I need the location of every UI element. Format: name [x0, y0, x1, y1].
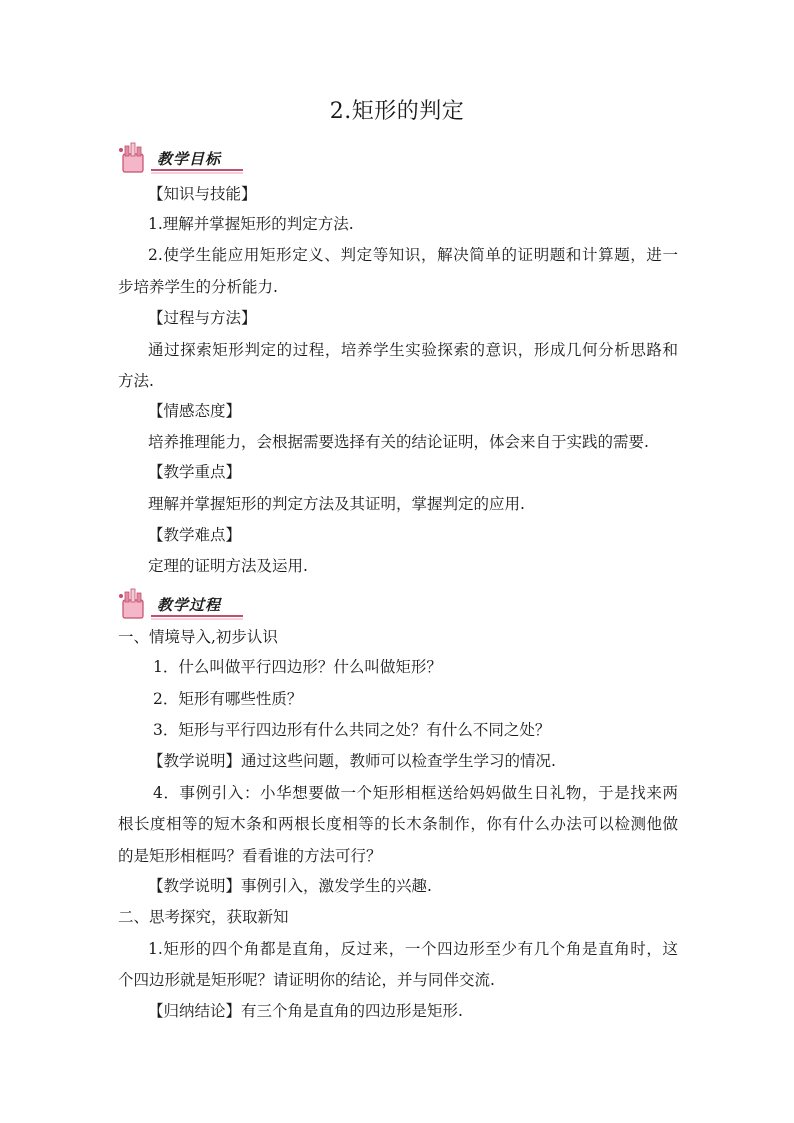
subheading-key-points: 【教学重点】 [148, 463, 242, 481]
list-item: 1．什么叫做平行四边形？什么叫做矩形？ [153, 658, 442, 676]
subheading-difficulties: 【教学难点】 [148, 526, 242, 544]
paragraph-line: 通过探索矩形判定的过程，培养学生实验探索的意识，形成几何分析思路和 [148, 341, 678, 359]
conclusion-note: 【归纳结论】有三个角是直角的四边形是矩形. [148, 1002, 463, 1020]
section-banner-objectives [117, 140, 247, 176]
subheading-attitude: 【情感态度】 [148, 402, 242, 420]
paragraph-line: 步培养学生的分析能力. [118, 278, 278, 296]
section-heading-process: 教学过程 [157, 596, 222, 614]
section-banner-process [117, 586, 247, 622]
list-item: 3．矩形与平行四边形有什么共同之处？有什么不同之处？ [153, 721, 551, 739]
subheading-process: 【过程与方法】 [148, 309, 257, 327]
page-title: 2.矩形的判定 [329, 99, 465, 124]
list-item: 4．事例引入：小华想要做一个矩形相框送给妈妈做生日礼物，于是找来两 [153, 784, 678, 802]
paragraph-line: 1.矩形的四个角都是直角，反过来，一个四边形至少有几个角是直角时，这 [148, 940, 678, 958]
paragraph-line: 方法. [118, 372, 154, 390]
paragraph-line: 培养推理能力，会根据需要选择有关的结论证明，体会来自于实践的需要. [148, 433, 649, 451]
subheading-introduction: 一、情境导入,初步认识 [118, 628, 278, 646]
paragraph-line: 定理的证明方法及运用. [148, 557, 308, 575]
list-item: 2．矩形有哪些性质？ [153, 690, 303, 708]
subheading-knowledge: 【知识与技能】 [148, 185, 257, 203]
paragraph-line: 1.理解并掌握矩形的判定方法. [148, 215, 354, 233]
paragraph-line: 理解并掌握矩形的判定方法及其证明，掌握判定的应用. [148, 495, 525, 513]
paragraph-line: 根长度相等的短木条和两根长度相等的长木条制作，你有什么办法可以检测他做 [118, 815, 678, 833]
teaching-note: 【教学说明】通过这些问题，教师可以检查学生学习的情况. [148, 752, 556, 770]
paragraph-line: 2.使学生能应用矩形定义、判定等知识，解决简单的证明题和计算题，进一 [148, 246, 678, 264]
section-heading-objectives: 教学目标 [157, 150, 222, 168]
subheading-exploration: 二、思考探究，获取新知 [118, 908, 289, 926]
paragraph-line: 的是矩形相框吗？看看谁的方法可行？ [118, 847, 382, 865]
paragraph-line: 个四边形就是矩形呢？请证明你的结论，并与同伴交流. [118, 971, 495, 989]
teaching-note: 【教学说明】事例引入，激发学生的兴趣. [148, 877, 432, 895]
